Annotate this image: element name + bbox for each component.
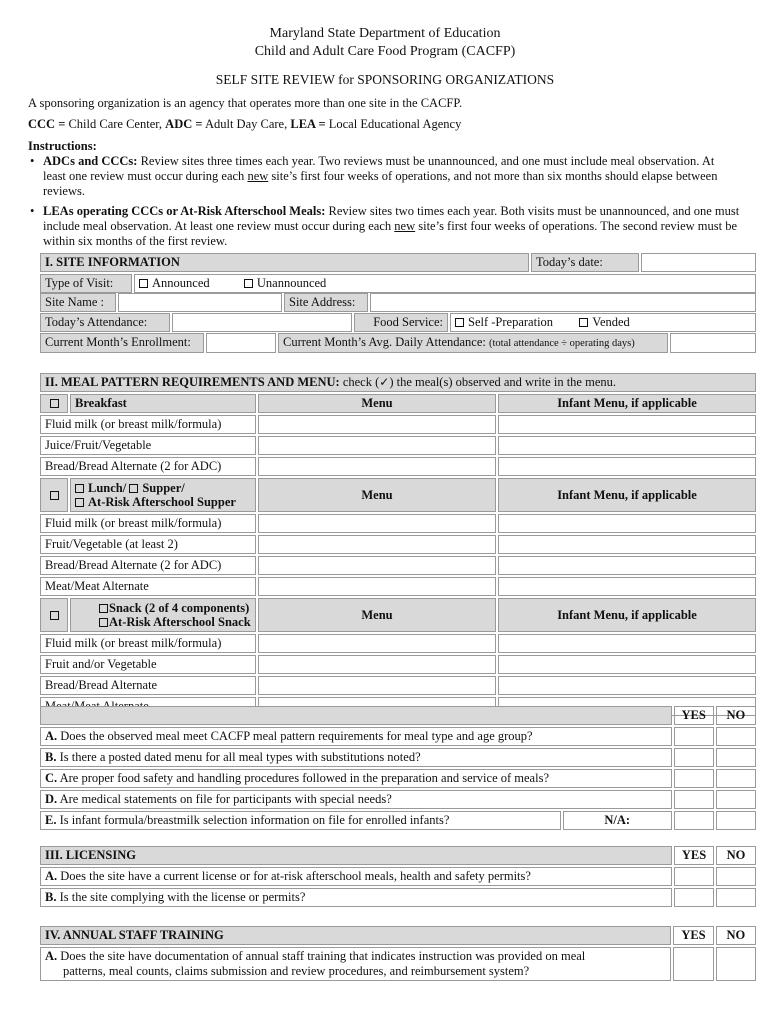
instruction-text: Review sites two times each year. Both visits must be unannounced, and one must include meal observation. At least one review must occur during each — [43, 204, 740, 233]
infant-menu-field[interactable] — [498, 535, 756, 554]
supper-checkbox[interactable] — [129, 484, 138, 493]
at-risk-snack-checkbox[interactable] — [99, 618, 108, 627]
meal-title-note: ) the meal(s) observed and write in the menu. — [389, 375, 616, 389]
avg-attendance-label — [278, 333, 668, 353]
infant-menu-field[interactable] — [498, 457, 756, 476]
instruction-label: LEAs operating CCCs or At-Risk Afterschool Meals: — [43, 204, 326, 218]
vended-checkbox[interactable] — [579, 318, 588, 327]
instruction-label: ADCs and CCCs: — [43, 154, 138, 168]
lunch-supper-header — [70, 478, 256, 512]
at-risk-supper-label: At-Risk Afterschool Supper — [88, 495, 236, 509]
instructions-list — [28, 154, 740, 254]
yes-header: YES — [673, 926, 713, 945]
question-key: D. — [45, 792, 58, 806]
menu-field[interactable] — [258, 415, 496, 434]
infant-menu-field[interactable] — [498, 676, 756, 695]
lunch-label: Lunch/ — [88, 480, 127, 495]
yes-box[interactable] — [674, 790, 714, 809]
question-body: Are medical statements on file for participants with special needs? — [57, 792, 392, 806]
breakfast-header: Breakfast — [70, 394, 256, 413]
lunch-checkbox-cell — [40, 478, 68, 512]
no-box[interactable] — [716, 727, 756, 746]
infant-menu-field[interactable] — [498, 655, 756, 674]
yes-box[interactable] — [674, 727, 714, 746]
question-row — [40, 888, 756, 907]
abbr-ccc-key: CCC = — [28, 117, 66, 131]
attendance-label: Today’s Attendance: — [40, 313, 170, 332]
snack-type-checkbox[interactable] — [99, 604, 108, 613]
snack-header — [70, 598, 256, 632]
infant-menu-header: Infant Menu, if applicable — [498, 598, 756, 632]
menu-header: Menu — [258, 394, 496, 413]
snack-label: Snack (2 of 4 components) — [109, 600, 250, 615]
breakfast-checkbox[interactable] — [50, 399, 59, 408]
enrollment-field[interactable] — [206, 333, 276, 353]
meal-pattern-table — [38, 371, 758, 718]
no-box[interactable] — [716, 947, 756, 981]
menu-field[interactable] — [258, 535, 496, 554]
yes-box[interactable] — [674, 867, 714, 886]
no-box[interactable] — [716, 769, 756, 788]
question-key: B. — [45, 890, 57, 904]
bullet-glyph: • — [30, 204, 35, 218]
meal-questions-table — [38, 704, 758, 832]
question-row — [40, 811, 756, 830]
at-risk-snack-label: At-Risk Afterschool Snack — [109, 615, 251, 629]
meal-title-note: check ( — [339, 375, 380, 389]
avg-attendance-field[interactable] — [670, 333, 756, 353]
question-text — [40, 769, 672, 788]
training-title: IV. ANNUAL STAFF TRAINING — [40, 926, 671, 945]
self-prep-label: Self -Preparation — [468, 315, 554, 329]
instruction-item — [28, 204, 740, 249]
bullet-glyph: • — [30, 154, 35, 168]
menu-field[interactable] — [258, 436, 496, 455]
yes-box[interactable] — [674, 769, 714, 788]
snack-checkbox[interactable] — [50, 611, 59, 620]
menu-field[interactable] — [258, 655, 496, 674]
no-header: NO — [716, 926, 756, 945]
intro-paragraph: A sponsoring organization is an agency that operates more than one site in the CACFP. — [28, 96, 463, 110]
no-box[interactable] — [716, 888, 756, 907]
question-body-continued: patterns, meal counts, claims submission and review procedures, and reimbursement system? — [63, 964, 530, 978]
unannounced-label: Unannounced — [256, 276, 327, 290]
menu-field[interactable] — [258, 577, 496, 596]
question-text — [40, 811, 561, 830]
site-information-table — [38, 251, 758, 295]
instructions-heading: Instructions: — [28, 139, 97, 153]
unannounced-checkbox[interactable] — [244, 279, 253, 288]
menu-field[interactable] — [258, 676, 496, 695]
site-name-field[interactable] — [118, 293, 282, 312]
menu-header: Menu — [258, 598, 496, 632]
infant-menu-field[interactable] — [498, 556, 756, 575]
instruction-emphasis: new — [247, 169, 269, 183]
question-body: Does the site have documentation of annual staff training that indicates instruction was provided on meal — [57, 949, 586, 963]
meal-component: Fluid milk (or breast milk/formula) — [40, 514, 256, 533]
abbreviations — [28, 117, 740, 132]
no-box[interactable] — [716, 790, 756, 809]
table-row — [40, 634, 756, 653]
na-label: N/A: — [563, 811, 672, 830]
meal-section-title — [40, 373, 756, 392]
meal-component: Juice/Fruit/Vegetable — [40, 436, 256, 455]
abbr-lea-value: Local Educational Agency — [325, 117, 462, 131]
question-text — [40, 748, 672, 767]
avg-attendance-note: (total attendance ÷ operating days) — [489, 338, 635, 349]
enrollment-table — [38, 331, 758, 355]
table-row — [40, 535, 756, 554]
question-body: Is there a posted dated menu for all meal types with substitutions noted? — [56, 750, 421, 764]
snack-checkbox-cell — [40, 598, 68, 632]
no-box[interactable] — [716, 811, 756, 830]
program-name: Child and Adult Care Food Program (CACFP) — [254, 43, 516, 59]
breakfast-checkbox-cell — [40, 394, 68, 413]
meal-component: Bread/Bread Alternate — [40, 676, 256, 695]
yes-box[interactable] — [674, 888, 714, 907]
question-body: Is infant formula/breastmilk selection information on file for enrolled infants? — [56, 813, 450, 827]
question-text — [40, 867, 672, 886]
table-row — [40, 514, 756, 533]
question-key: A. — [45, 729, 58, 743]
infant-menu-header: Infant Menu, if applicable — [498, 478, 756, 512]
agency-name: Maryland State Department of Education — [269, 26, 501, 41]
question-row — [40, 769, 756, 788]
question-text — [40, 727, 672, 746]
training-table — [38, 924, 758, 983]
instruction-emphasis: new — [394, 219, 416, 233]
infant-menu-field[interactable] — [498, 634, 756, 653]
table-row — [40, 457, 756, 476]
question-text — [40, 888, 672, 907]
meal-component: Fluid milk (or breast milk/formula) — [40, 634, 256, 653]
infant-menu-field[interactable] — [498, 577, 756, 596]
menu-field[interactable] — [258, 556, 496, 575]
infant-menu-field[interactable] — [498, 436, 756, 455]
vended-label: Vended — [592, 315, 630, 329]
no-header: NO — [716, 706, 756, 725]
licensing-title: III. LICENSING — [40, 846, 672, 865]
enrollment-label: Current Month’s Enrollment: — [40, 333, 204, 353]
yes-box[interactable] — [673, 947, 713, 981]
self-prep-checkbox[interactable] — [455, 318, 464, 327]
menu-field[interactable] — [258, 457, 496, 476]
yes-header: YES — [674, 706, 714, 725]
lunch-checkbox[interactable] — [75, 484, 84, 493]
question-key: E. — [45, 813, 57, 827]
attendance-field[interactable] — [172, 313, 352, 332]
site-info-title: I. SITE INFORMATION — [40, 253, 529, 272]
table-row — [40, 436, 756, 455]
infant-menu-field[interactable] — [498, 514, 756, 533]
no-box[interactable] — [716, 748, 756, 767]
todays-date-label: Today’s date: — [531, 253, 639, 272]
announced-checkbox[interactable] — [139, 279, 148, 288]
question-row — [40, 748, 756, 767]
table-row — [40, 415, 756, 434]
question-row — [40, 790, 756, 809]
food-service-label: Food Service: — [354, 313, 448, 332]
question-key: B. — [45, 750, 57, 764]
announced-label: Announced — [152, 276, 210, 290]
infant-menu-header: Infant Menu, if applicable — [498, 394, 756, 413]
question-key: C. — [45, 771, 58, 785]
table-row — [40, 676, 756, 695]
question-body: Does the observed meal meet CACFP meal pattern requirements for meal type and age group? — [57, 729, 533, 743]
question-body: Does the site have a current license or for at-risk afterschool meals, health and safety permits? — [57, 869, 531, 883]
yes-box[interactable] — [674, 748, 714, 767]
lunch-supper-checkbox[interactable] — [50, 491, 59, 500]
question-row — [40, 727, 756, 746]
at-risk-supper-checkbox[interactable] — [75, 498, 84, 507]
question-key: A. — [45, 869, 58, 883]
supper-label: Supper/ — [142, 480, 185, 495]
table-row — [40, 577, 756, 596]
abbr-adc-key: ADC = — [165, 117, 203, 131]
no-header: NO — [716, 846, 756, 865]
licensing-table — [38, 844, 758, 909]
meal-component: Bread/Bread Alternate (2 for ADC) — [40, 457, 256, 476]
abbr-ccc-value: Child Care Center, — [65, 117, 166, 131]
meal-component: Bread/Bread Alternate (2 for ADC) — [40, 556, 256, 575]
menu-header: Menu — [258, 478, 496, 512]
question-key: A. — [45, 949, 58, 963]
menu-field[interactable] — [258, 514, 496, 533]
abbr-adc-value: Adult Day Care, — [202, 117, 291, 131]
yes-header: YES — [674, 846, 714, 865]
table-row — [40, 655, 756, 674]
yes-no-header-spacer — [40, 706, 672, 725]
avg-attendance-text: Current Month’s Avg. Daily Attendance: — [283, 335, 486, 349]
meal-component: Fruit/Vegetable (at least 2) — [40, 535, 256, 554]
type-of-visit-label: Type of Visit: — [40, 274, 132, 293]
meal-component: Fruit and/or Vegetable — [40, 655, 256, 674]
site-address-label: Site Address: — [284, 293, 368, 312]
form-header — [0, 0, 770, 88]
question-body: Are proper food safety and handling procedures followed in the preparation and service of meals? — [57, 771, 549, 785]
question-body: Is the site complying with the license or permits? — [56, 890, 306, 904]
meal-component: Meat/Meat Alternate — [40, 577, 256, 596]
form-title: SELF SITE REVIEW for SPONSORING ORGANIZATIONS — [215, 71, 555, 87]
instruction-text: site’s first four weeks of operations. The second review must be within six months of the first review. — [43, 219, 738, 248]
site-name-label: Site Name : — [40, 293, 116, 312]
no-box[interactable] — [716, 867, 756, 886]
instruction-text: site’s first four weeks of operations, and not more than six months should elapse between reviews. — [43, 169, 718, 198]
meal-title: II. MEAL PATTERN REQUIREMENTS AND MENU: — [45, 375, 340, 389]
question-row — [40, 947, 756, 981]
site-address-field[interactable] — [370, 293, 756, 312]
yes-box[interactable] — [674, 811, 714, 830]
abbr-lea-key: LEA = — [290, 117, 326, 131]
todays-date-field[interactable] — [641, 253, 756, 272]
meal-component: Fluid milk (or breast milk/formula) — [40, 415, 256, 434]
instruction-item — [28, 154, 740, 199]
table-row — [40, 556, 756, 575]
infant-menu-field[interactable] — [498, 415, 756, 434]
check-mark-icon: ✓ — [379, 375, 390, 389]
question-text — [40, 947, 671, 981]
food-service-options — [450, 313, 756, 332]
menu-field[interactable] — [258, 634, 496, 653]
instruction-text: Review sites three times each year. Two reviews must be unannounced, and one must include meal observation. At least one review must occur during each — [43, 154, 715, 183]
question-text — [40, 790, 672, 809]
question-row — [40, 867, 756, 886]
